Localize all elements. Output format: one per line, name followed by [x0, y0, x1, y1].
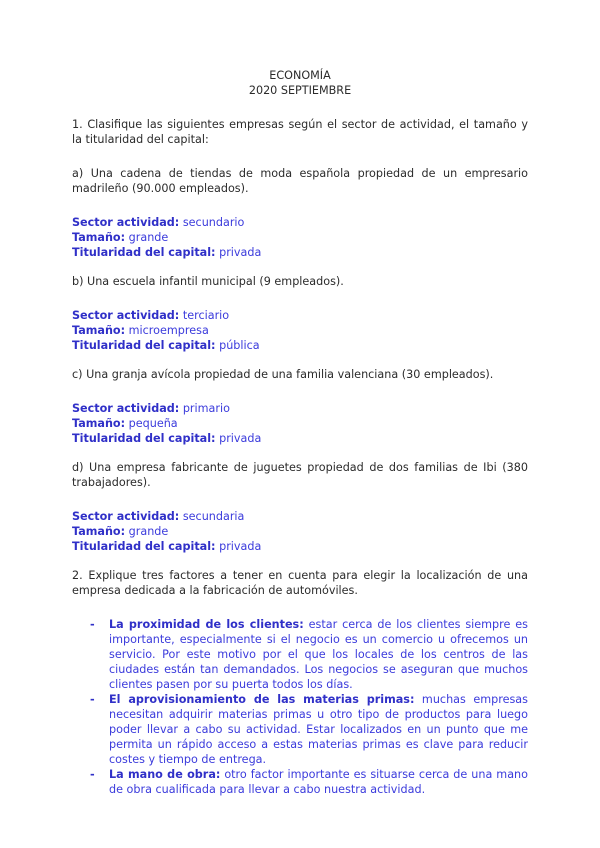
size-value: grande [128, 231, 169, 244]
size-value: microempresa [128, 324, 209, 337]
sector-label: Sector actividad: [72, 402, 180, 415]
ownership-value: privada [219, 540, 262, 553]
factor-body: otro factor importante es situarse cerca de una mano de obra cualificada para llevar a cabo nuestra actividad. [109, 768, 528, 796]
question-1-prompt: 1. Clasifique las siguientes empresas según el sector de actividad, el tamaño y la titularidad del capital: [72, 118, 528, 146]
sector-value: primario [182, 402, 230, 415]
factor-body: estar cerca de los clientes siempre es importante, especialmente si el negocio es un comercio u ofrecemos un servicio. Por este motivo por el que los locales de los centros de las ciudades están tan demandados. Los negocios se aseguran que muchos clientes pasen por su puerta todos los días. [109, 618, 528, 691]
answer-block-b [72, 308, 528, 353]
list-dash: - [90, 693, 95, 706]
size-label: Tamaño: [72, 417, 126, 430]
answer-block-c [72, 401, 528, 446]
list-item [72, 617, 528, 692]
question-1-item-a: a) Una cadena de tiendas de moda española propiedad de un empresario madrileño (90.000 empleados). [72, 167, 528, 195]
document-title [72, 68, 528, 98]
list-item [72, 692, 528, 767]
list-dash: - [90, 618, 95, 631]
question-1-item-b: b) Una escuela infantil municipal (9 empleados). [72, 275, 344, 288]
size-value: pequeña [128, 417, 178, 430]
session-heading: 2020 SEPTIEMBRE [248, 84, 352, 97]
sector-label: Sector actividad: [72, 216, 180, 229]
answer-block-d [72, 509, 528, 554]
ownership-label: Titularidad del capital: [72, 432, 216, 445]
factor-title: La mano de obra: [109, 768, 221, 781]
question-1-item-c: c) Una granja avícola propiedad de una familia valenciana (30 empleados). [72, 368, 494, 381]
ownership-label: Titularidad del capital: [72, 246, 216, 259]
ownership-label: Titularidad del capital: [72, 540, 216, 553]
answer-block-a [72, 215, 528, 260]
size-value: grande [128, 525, 169, 538]
factor-title: La proximidad de los clientes: [109, 618, 304, 631]
sector-value: secundario [182, 216, 245, 229]
question-1-item-d: d) Una empresa fabricante de juguetes propiedad de dos familias de Ibi (380 trabajadores). [72, 461, 528, 489]
list-dash: - [90, 768, 95, 781]
sector-label: Sector actividad: [72, 510, 180, 523]
sector-label: Sector actividad: [72, 309, 180, 322]
question-2-prompt: 2. Explique tres factores a tener en cuenta para elegir la localización de una empresa dedicada a la fabricación de automóviles. [72, 569, 528, 597]
size-label: Tamaño: [72, 324, 126, 337]
ownership-value: privada [219, 432, 262, 445]
factor-title: El aprovisionamiento de las materias primas: [109, 693, 415, 706]
factors-list [72, 617, 528, 797]
subject-heading: ECONOMÍA [269, 69, 331, 82]
ownership-value: privada [219, 246, 262, 259]
document-page [72, 68, 528, 797]
ownership-value: pública [219, 339, 260, 352]
ownership-label: Titularidad del capital: [72, 339, 216, 352]
factor-body: muchas empresas necesitan adquirir materias primas u otro tipo de productos para luego poder llevar a cabo su actividad. Estar localizados en un punto que me permita un rápido acceso a estas materias primas es clave para reducir costes y tiempo de entrega. [109, 693, 528, 766]
size-label: Tamaño: [72, 231, 126, 244]
size-label: Tamaño: [72, 525, 126, 538]
list-item [72, 767, 528, 797]
sector-value: secundaria [182, 510, 245, 523]
sector-value: terciario [182, 309, 230, 322]
